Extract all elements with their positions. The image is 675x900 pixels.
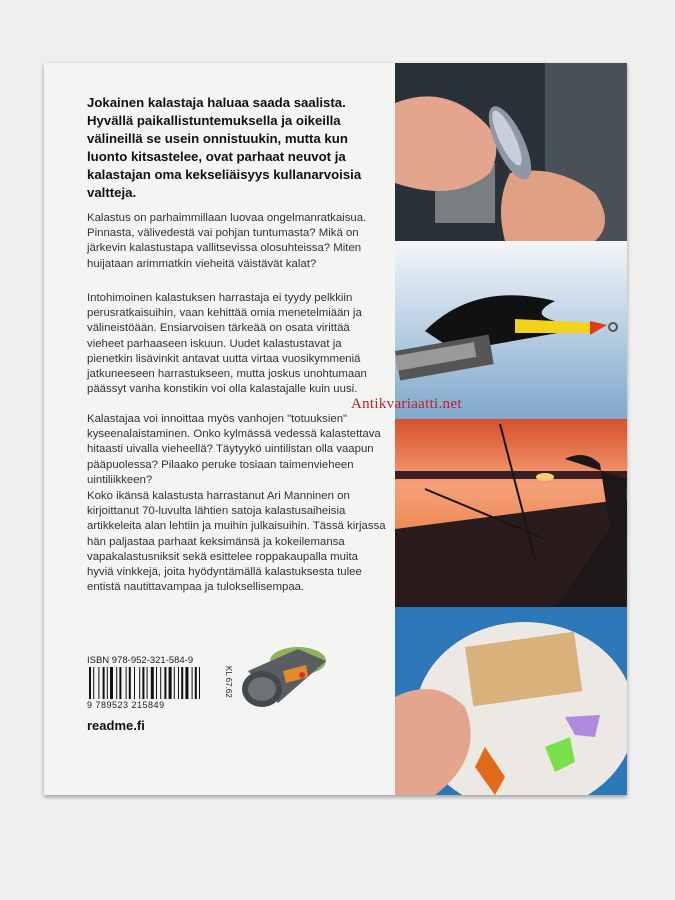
library-class-code: KL 67.62	[224, 666, 233, 698]
sunset-fisherman-icon	[395, 419, 627, 607]
lure-box-icon	[395, 607, 627, 795]
watermark-text: Antikvariaatti.net	[351, 396, 462, 412]
hand-holding-lure-icon	[395, 63, 627, 241]
isbn-label: ISBN 978-952-321-584-9	[87, 655, 194, 666]
barcode	[87, 667, 225, 699]
bait-can-icon	[238, 641, 334, 713]
body-paragraph-3: Kalastajaa voi innoittaa myös vanhojen "totuuksien" kyseenalaistaminen. Onko kylmässä vedessä kalastettava hitaasti uivalla vieheellä? Täytyykö uintilistan olla vaapun pääpuolessa? Pilaako peruke tosiaan taimenvieheen uintiliikkeen?	[87, 413, 381, 486]
body-paragraph-2: Intohimoinen kalastuksen harrastaja ei tyydy pelkkiin perusratkaisuihin, vaan kehittää omia menetelmiään ja välineistöään. Ensiarvoisen tärkeää on osata virittää vieheet parhaaseen iskuun. Uudet kalastustavat ja pienetkin lisävinkit antavat uutta virtaa vuosikymmeniä jatkuneeseen harrastukseen, mutta joskus unohtumaan päässyt vanha konstikin voi olla kalastajalle kuin uusi.	[87, 292, 367, 396]
fishing-fly-photo	[395, 241, 627, 419]
lure-box-photo	[395, 607, 627, 795]
publisher-logo: readme.fi	[87, 718, 145, 733]
photo-strip	[395, 63, 627, 795]
fishing-fly-icon	[395, 241, 627, 419]
lead-paragraph: Jokainen kalastaja haluaa saada saalista. Hyvällä paikallistuntemuksella ja oikeilla välineillä se usein onnistuukin, mutta kun luonto kitsastelee, ovat parhaat neuvot ja kalastajan oma kekseliäisyys kullanarvoisia valtteja.	[87, 95, 362, 200]
body-paragraph-1: Kalastus on parhaimmillaan luovaa ongelmanratkaisua. Pinnasta, välivedestä vai pohjan tuntumasta? Mikä on järkevin kalastustapa vallitsevissa olosuhteissa? Miten huijataan arimmatkin vieheitä väistävät kalat?	[87, 212, 367, 270]
body-paragraph-4: Koko ikänsä kalastusta harrastanut Ari Manninen on kirjoittanut 70-luvulta lähtien satoja kalastusaiheisia artikkeleita alan lehtiin ja muihin julkaisuihin. Tässä kirjassa hän paljastaa parhaat keksimänsä ja kokeilemansa vapakalastusniksit sekä esittelee roppakaupalla muita hyviä vinkkejä, joita hyödyntämällä kalastuksesta tulee entistä nautittavampaa ja tuloksellisempaa.	[87, 490, 386, 594]
sunset-fisherman-photo	[395, 419, 627, 607]
barcode-number: 9 789523 215849	[87, 700, 165, 710]
hand-holding-lure-photo	[395, 63, 627, 241]
